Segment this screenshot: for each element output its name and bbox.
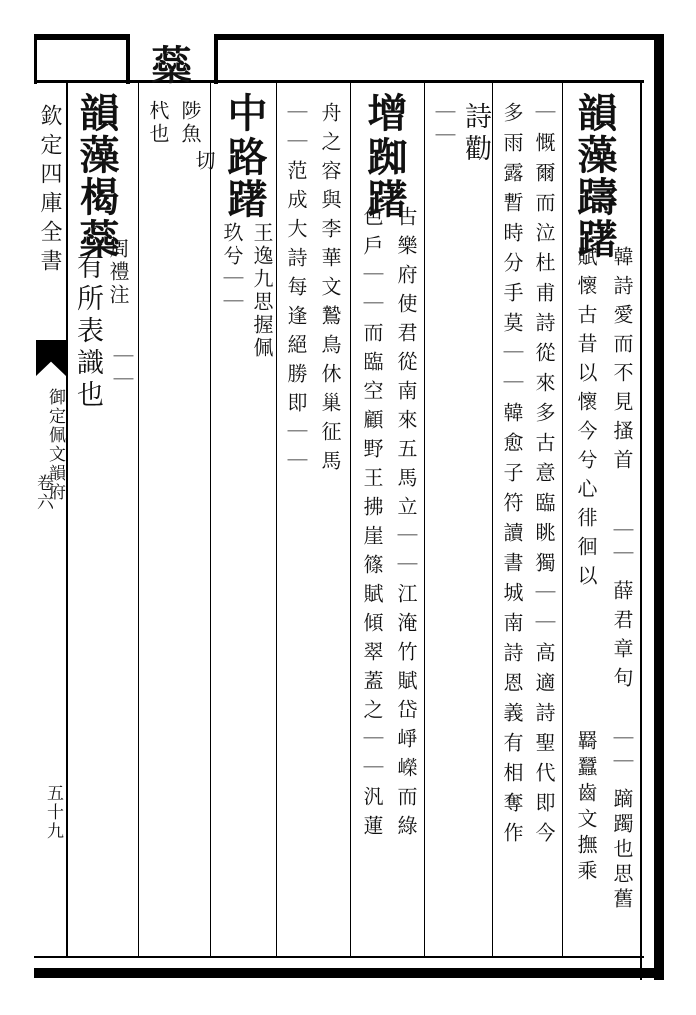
entry-text: 色戶｜｜而臨空顧野王拂崖篠賦傾翠蓋之｜｜汎蓮 xyxy=(360,206,384,844)
volume-sub: 卷六 xyxy=(33,474,53,512)
entry-citation: 薛君章句 xyxy=(610,580,634,696)
book-title: 欽定四庫全書 xyxy=(37,104,62,278)
frame-bottom-thin xyxy=(34,956,644,958)
entry-text: 玖兮｜｜ xyxy=(220,222,244,314)
definition: 杙也 xyxy=(146,100,170,146)
entry-headword: 踟躇 xyxy=(361,136,408,220)
entry-citation: 周禮注 xyxy=(106,238,130,307)
entry-headword: 躊躇 xyxy=(571,176,618,260)
frame-bottom-thick xyxy=(34,968,664,978)
column-rule xyxy=(424,83,425,956)
phonetic-qie: 切 xyxy=(192,150,216,173)
headword-char: 蘂 xyxy=(145,44,192,86)
entry-text: 賦懷古昔以懷今兮心徘徊以 xyxy=(574,246,598,594)
entry-text: 舟之容與李華文鷙鳥休巢征馬 xyxy=(318,102,342,479)
margin-divider xyxy=(66,83,68,956)
header-box-right xyxy=(214,34,218,84)
entry-heading: 韻藻 xyxy=(571,92,618,176)
entry-repeat-mark: ｜｜ xyxy=(110,346,134,392)
page-number: 五十九 xyxy=(43,784,63,841)
column-rule xyxy=(276,83,277,956)
entry-heading: 韻藻 xyxy=(73,92,120,176)
entry-text: 古樂府使君從南來五馬立｜｜江淹竹賦岱崢嶸而綠 xyxy=(394,206,418,844)
entry-text: ｜｜范成大詩每逢絕勝即｜｜ xyxy=(284,102,308,479)
entry-headword: 楬蘂 xyxy=(73,176,120,260)
header-box-left xyxy=(126,34,130,84)
entry-text: 羇蠶齒文撫乘 xyxy=(574,730,598,886)
column-rule xyxy=(350,83,351,956)
entry-headword: 路躇 xyxy=(221,136,268,220)
entry-repeat-mark: ｜｜ xyxy=(432,102,456,148)
entry-citation: 韓詩愛而不見搔首 xyxy=(610,246,634,478)
column-rule xyxy=(492,83,493,956)
frame-top-right xyxy=(214,34,664,40)
entry-text: ｜慨爾而泣杜甫詩從來多古意臨眺獨｜｜高適詩聖代即今 xyxy=(532,102,556,852)
entry-text: 有所表識也 xyxy=(72,252,103,412)
entry-text: 詩勸 xyxy=(460,102,491,166)
margin-fish-tail xyxy=(36,340,66,376)
frame-right-thin xyxy=(640,80,642,980)
phonetic-reading: 陟魚 xyxy=(178,100,202,146)
entry-citation: 蹢躅也思舊 xyxy=(610,788,634,913)
frame-right-thick xyxy=(654,34,664,980)
entry-citation: 王逸九思握佩 xyxy=(250,222,274,360)
entry-heading: 中 xyxy=(221,92,268,134)
volume-title: 御定佩文韻府 xyxy=(45,388,65,502)
column-rule xyxy=(562,83,563,956)
frame-left-outer xyxy=(34,34,37,84)
entry-repeat-mark: ｜｜ xyxy=(610,520,634,566)
entry-repeat-mark: ｜｜ xyxy=(610,728,634,774)
frame-top-left xyxy=(34,34,126,40)
entry-text: 多雨露暫時分手莫｜｜韓愈子符讀書城南詩恩義有相奪作 xyxy=(500,102,524,852)
column-rule xyxy=(210,83,211,956)
column-rule xyxy=(138,83,139,956)
entry-heading: 增 xyxy=(361,92,408,134)
